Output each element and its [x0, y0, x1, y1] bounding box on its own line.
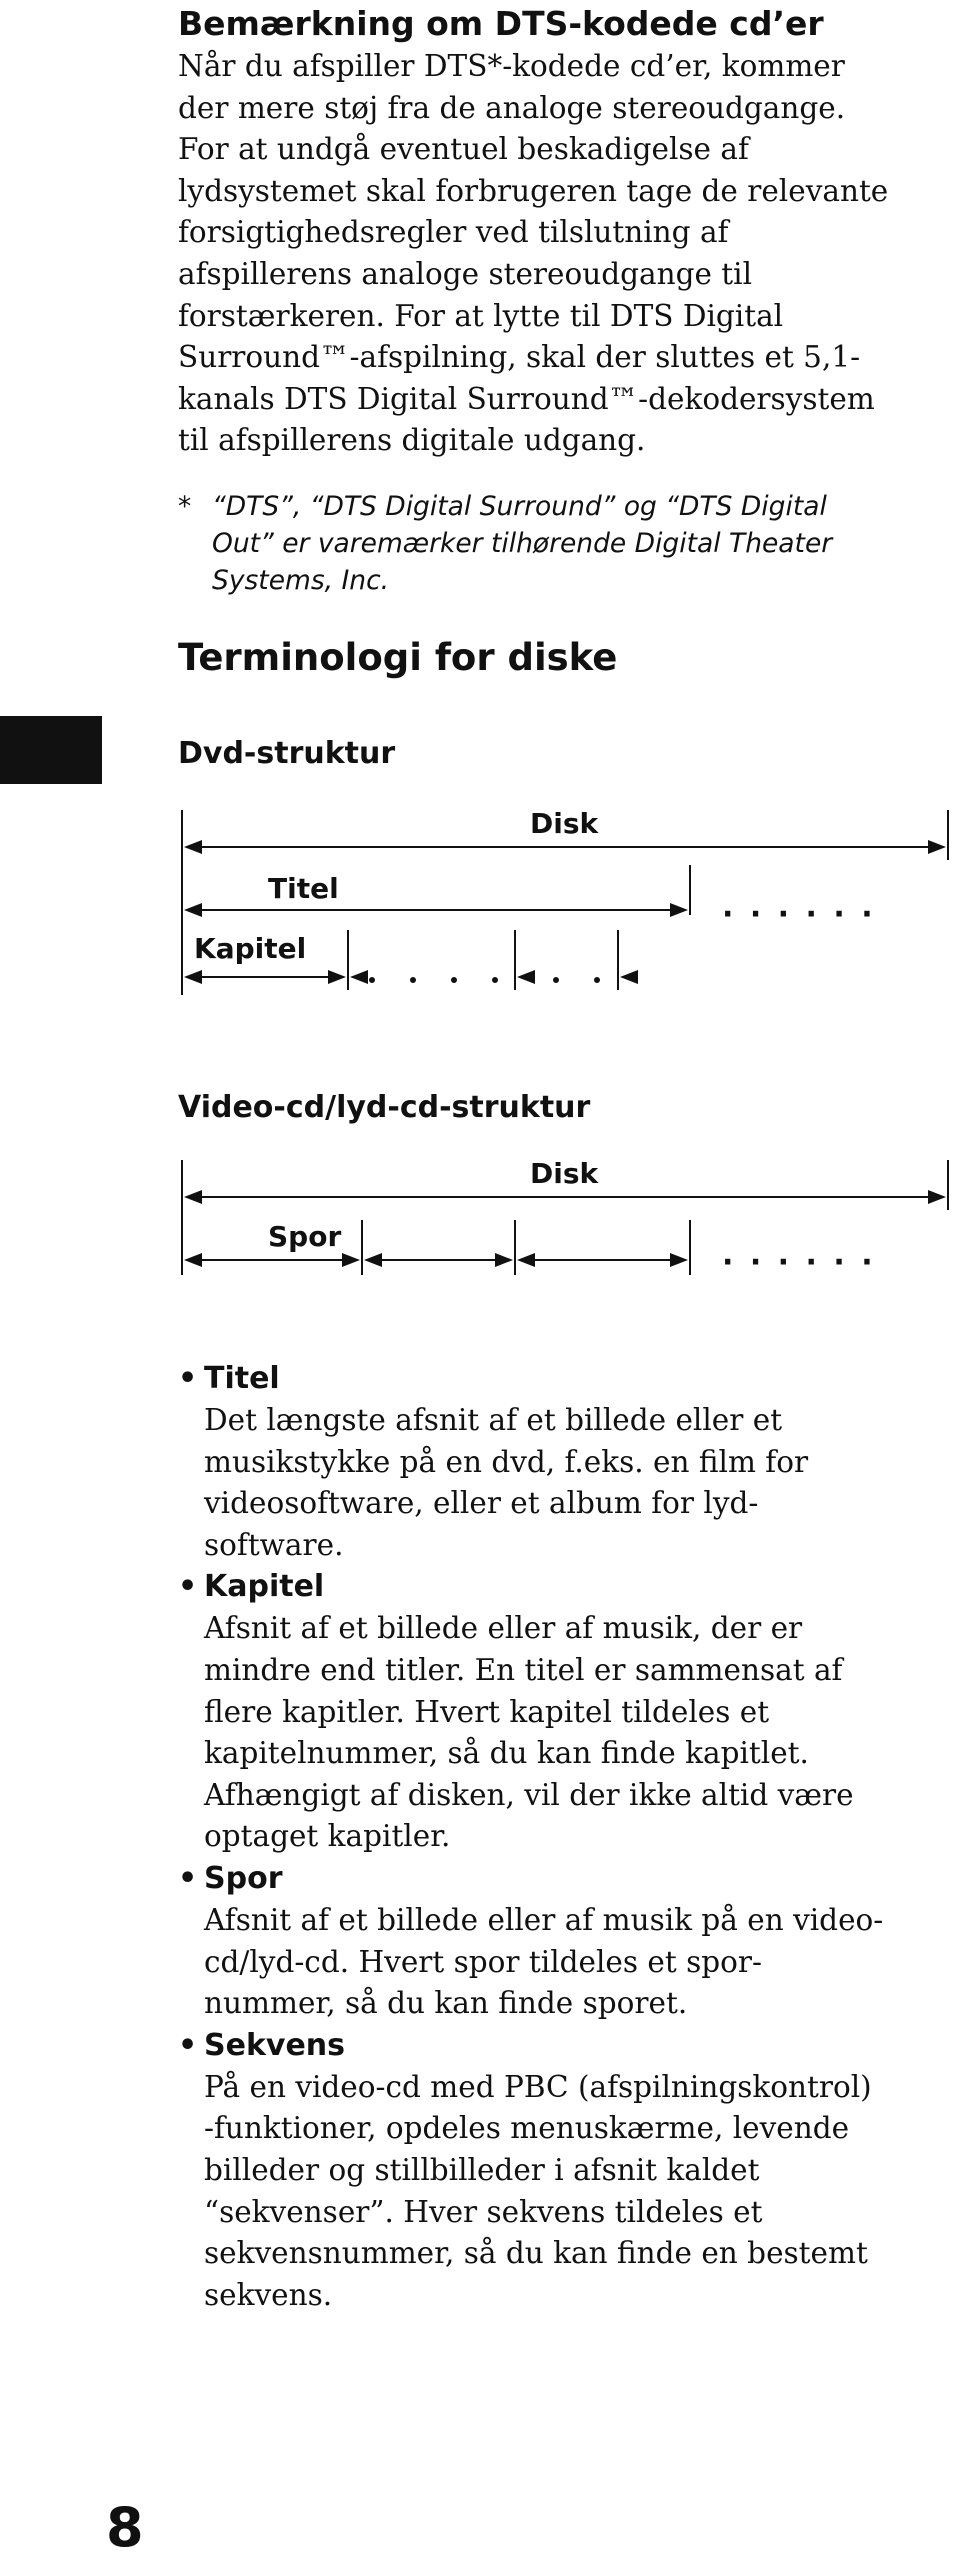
footnote-line: “DTS”, “DTS Digital Surround” og “DTS Digital	[212, 491, 827, 522]
text-line: afspillerens analoge stereoudgange til	[178, 256, 753, 291]
text-line: -funktioner, opdeles menuskærme, levende	[204, 2111, 850, 2146]
text-line: Afsnit af et billede eller af musik på en video-	[204, 1902, 884, 1937]
footnote-marker: *	[178, 491, 192, 522]
term-text: Spor	[204, 1860, 283, 1896]
text-line: sekvensnummer, så du kan finde en bestemt	[204, 2236, 868, 2271]
footnote-line: Systems, Inc.	[212, 565, 390, 596]
section-tab-marker	[0, 716, 102, 784]
text-line: kapitelnummer, så du kan finde kapitlet.	[204, 1736, 809, 1771]
glossary-item-spor	[178, 1858, 958, 2025]
section-title: Terminologi for diske	[178, 636, 618, 679]
footnote-text	[212, 488, 958, 599]
glossary-term	[178, 2025, 958, 2067]
text-line: Afsnit af et billede eller af musik, der er	[204, 1611, 803, 1646]
text-line: Surround™-afspilning, skal der sluttes et 5,1-	[178, 340, 861, 375]
text-line: forsigtighedsregler ved tilslutning af	[178, 215, 729, 250]
text-line: cd/lyd-cd. Hvert spor tildeles et spor-	[204, 1944, 762, 1979]
dvd-structure-title: Dvd-struktur	[178, 736, 396, 771]
glossary-definition	[204, 1900, 958, 2025]
text-line: software.	[204, 1527, 344, 1562]
text-line: lydsystemet skal forbrugeren tage de relevante	[178, 173, 889, 208]
disk-label: Disk	[530, 1157, 599, 1190]
track-continuation-ellipsis: · · · · · ·	[722, 1245, 876, 1280]
text-line: optaget kapitler.	[204, 1819, 451, 1854]
text-line: For at undgå eventuel beskadigelse af	[178, 132, 749, 167]
text-line: flere kapitler. Hvert kapitel tildeles et	[204, 1694, 770, 1729]
glossary-term	[178, 1858, 958, 1900]
glossary-definition	[204, 1400, 958, 1566]
text-line: til afspillerens digitale udgang.	[178, 423, 646, 458]
trademark-footnote	[178, 488, 958, 599]
term-text: Sekvens	[204, 2027, 346, 2063]
text-line: der mere støj fra de analoge stereoudgange.	[178, 90, 846, 125]
glossary-item-sekvens	[178, 2025, 958, 2317]
dvd-structure-diagram	[160, 800, 960, 1005]
text-line: sekvens.	[204, 2277, 333, 2312]
text-line: mindre end titler. En titel er sammensat af	[204, 1652, 843, 1687]
glossary-term	[178, 1358, 958, 1400]
dts-note-heading: Bemærkning om DTS-kodede cd’er	[178, 4, 824, 43]
title-continuation-ellipsis: · · · · · ·	[722, 897, 876, 932]
footnote-line: Out” er varemærker tilhørende Digital Theater	[212, 528, 833, 559]
text-line: billeder og stillbilleder i afsnit kaldet	[204, 2152, 760, 2187]
text-line: “sekvenser”. Hver sekvens tildeles et	[204, 2194, 763, 2229]
glossary-item-titel	[178, 1358, 958, 1566]
glossary-definition	[204, 1608, 958, 1858]
page-number: 8	[106, 2496, 144, 2559]
text-line: nummer, så du kan finde sporet.	[204, 1986, 688, 2021]
chapter-continuation-dots	[369, 977, 600, 983]
glossary-list	[178, 1358, 958, 2316]
term-text: Kapitel	[204, 1569, 325, 1605]
term-text: Titel	[204, 1361, 280, 1396]
text-line: Når du afspiller DTS*-kodede cd’er, kommer	[178, 49, 845, 83]
title-label: Titel	[268, 872, 339, 905]
text-line: forstærkeren. For at lytte til DTS Digital	[178, 298, 784, 333]
text-line: På en video-cd med PBC (afspilningskontrol)	[204, 2069, 872, 2104]
text-line: videosoftware, eller et album for lyd-	[204, 1486, 759, 1521]
glossary-term	[178, 1566, 958, 1608]
dts-note-body	[178, 46, 958, 462]
text-line: Det længste afsnit af et billede eller et	[204, 1403, 783, 1437]
chapter-label: Kapitel	[194, 932, 307, 965]
text-line: Afhængigt af disken, vil der ikke altid være	[204, 1777, 854, 1812]
text-line: musikstykke på en dvd, f.eks. en film for	[204, 1444, 809, 1479]
text-line: kanals DTS Digital Surround™-dekodersystem	[178, 381, 875, 416]
glossary-item-kapitel	[178, 1566, 958, 1858]
glossary-definition	[204, 2067, 958, 2317]
disk-label: Disk	[530, 807, 599, 840]
vcd-structure-title: Video-cd/lyd-cd-struktur	[178, 1090, 591, 1125]
track-label: Spor	[268, 1220, 342, 1253]
vcd-structure-diagram	[160, 1150, 960, 1280]
